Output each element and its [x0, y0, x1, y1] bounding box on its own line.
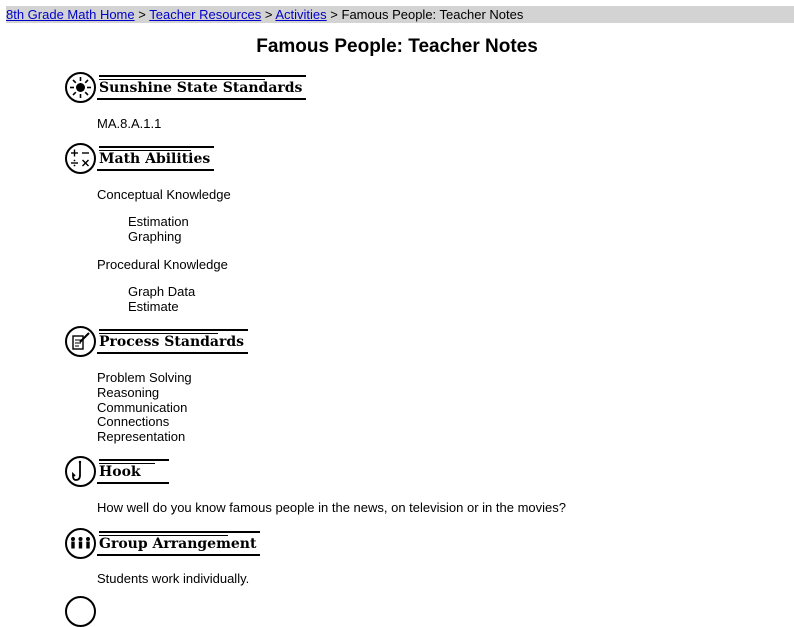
breadcrumb	[6, 6, 794, 23]
section-standards	[65, 70, 306, 104]
next-section-icon	[65, 596, 96, 627]
section-title: Hook	[99, 454, 169, 488]
section-hook	[65, 454, 169, 488]
sun-icon	[65, 72, 96, 103]
document-pencil-icon	[65, 326, 96, 357]
breadcrumb-separator: >	[138, 7, 146, 22]
section-title: Sunshine State Standards	[99, 70, 306, 104]
process-item: Connections	[97, 414, 170, 429]
ability-group-label: Conceptual Knowledge	[97, 187, 231, 202]
process-item: Communication	[97, 400, 188, 415]
process-item: Problem Solving	[97, 370, 192, 385]
fishhook-icon	[65, 456, 96, 487]
breadcrumb-link-activities[interactable]: Activities	[275, 7, 327, 22]
process-item: Reasoning	[97, 385, 160, 400]
ability-group-label: Procedural Knowledge	[97, 257, 228, 272]
section-title: Process Standards	[99, 324, 248, 358]
ability-item: Estimation	[128, 214, 189, 229]
breadcrumb-link-teacher-resources[interactable]: Teacher Resources	[149, 7, 262, 22]
group-arrangement-text: Students work individually.	[97, 571, 250, 586]
page-title: Famous People: Teacher Notes	[256, 36, 538, 57]
ability-item: Graphing	[128, 229, 182, 244]
section-title: Math Abilities	[99, 141, 214, 175]
process-item: Representation	[97, 429, 186, 444]
hook-text: How well do you know famous people in the news, on television or in the movies?	[97, 500, 566, 515]
ability-item: Graph Data	[128, 284, 196, 299]
breadcrumb-separator: >	[330, 7, 338, 22]
section-math-abilities	[65, 141, 214, 175]
breadcrumb-current: Famous People: Teacher Notes	[341, 7, 524, 22]
standard-code: MA.8.A.1.1	[97, 116, 162, 131]
people-icon	[65, 528, 96, 559]
breadcrumb-link-home[interactable]: 8th Grade Math Home	[6, 7, 135, 22]
breadcrumb-separator: >	[264, 7, 273, 22]
math-operators-icon	[65, 143, 96, 174]
section-process-standards	[65, 324, 248, 358]
section-title: Group Arrangement	[99, 526, 260, 560]
ability-item: Estimate	[128, 299, 179, 314]
section-group-arrangement	[65, 526, 260, 560]
